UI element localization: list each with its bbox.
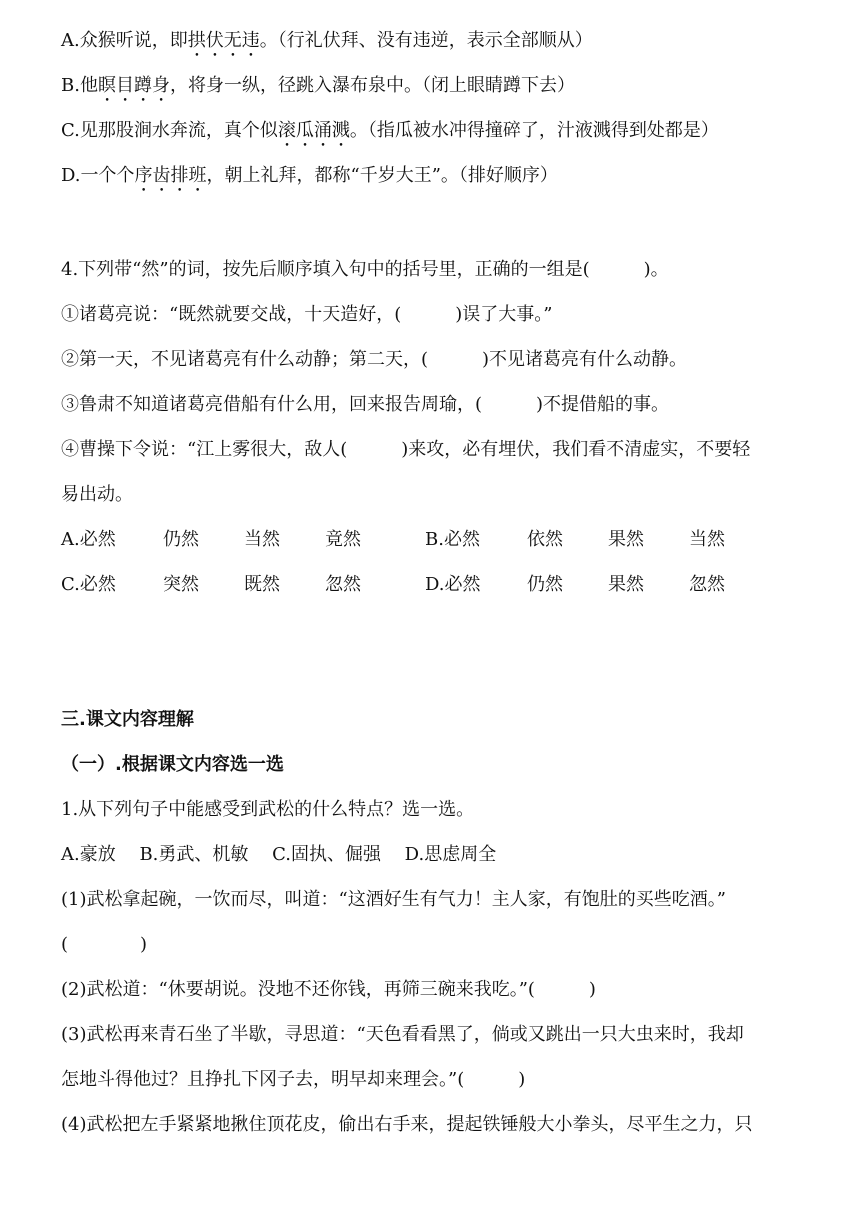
option-word: 依然 — [527, 529, 563, 550]
q4-sentence-1: ①诸葛亮说：“既然就要交战，十天造好，( )误了大事。” — [61, 304, 553, 325]
option-label: A. — [61, 30, 80, 51]
q4-stem: 4.下列带“然”的词，按先后顺序填入句中的括号里，正确的一组是( )。 — [61, 259, 669, 280]
option-gloss: 。（行礼伏拜、没有违逆，表示全部顺从） — [259, 30, 593, 51]
option-b: B.必然 — [425, 529, 480, 550]
option-word: 仍然 — [527, 574, 563, 595]
option-gloss: 。（指瓜被水冲得撞碎了，汁液溅得到处都是） — [349, 120, 719, 141]
option-word: 突然 — [163, 574, 199, 595]
option-text: 众猴听说，即 — [79, 30, 188, 51]
s3-item-3-cont: 怎地斗得他过？且挣扎下冈子去，明早却来理会。”( ) — [61, 1069, 526, 1090]
q4-sentence-3: ③鲁肃不知道诸葛亮借船有什么用，回来报告周瑜，( )不提借船的事。 — [61, 394, 670, 415]
q3-option-b — [61, 74, 575, 106]
option-label: B. — [61, 75, 80, 96]
dotted-phrase: 滚瓜涌溅 — [277, 120, 350, 141]
section-title: 三.课文内容理解 — [61, 709, 194, 730]
q3-option-a — [61, 29, 593, 61]
option-d: D.必然 — [425, 574, 481, 595]
s3-item-3: (3)武松再来青石坐了半歇，寻思道：“天色看看黑了，倘或又跳出一只大虫来时，我却 — [61, 1024, 744, 1045]
option-a: A.必然 — [61, 529, 116, 550]
dotted-phrase: 序齿排班 — [134, 165, 207, 186]
dotted-phrase: 拱伏无违 — [187, 30, 260, 51]
option-word: 当然 — [244, 529, 280, 550]
option-gloss: ，将身一纵，径跳入瀑布泉中。（闭上眼睛蹲下去） — [169, 75, 575, 96]
option-text: 他 — [79, 75, 98, 96]
option-word: 竟然 — [325, 529, 361, 550]
q3-option-d — [61, 164, 558, 196]
option-word: 果然 — [608, 574, 644, 595]
q3-option-c — [61, 119, 719, 151]
s3-item-1: (1)武松拿起碗，一饮而尽，叫道：“这酒好生有气力！主人家，有饱肚的买些吃酒。” — [61, 889, 726, 910]
s3-item-1-blank: ( ) — [61, 934, 148, 955]
option-c: C.必然 — [61, 574, 116, 595]
option-label: C. — [61, 120, 80, 141]
dotted-phrase: 瞑目蹲身 — [97, 75, 170, 96]
option-text: 一个个 — [80, 165, 135, 186]
q4-sentence-4: ④曹操下令说：“江上雾很大，敌人( )来攻，必有埋伏，我们看不清虚实，不要轻 — [61, 439, 751, 460]
s3-question-1: 1.从下列句子中能感受到武松的什么特点？选一选。 — [61, 799, 475, 820]
option-word: 果然 — [608, 529, 644, 550]
option-word: 忽然 — [689, 574, 725, 595]
s3-item-2: (2)武松道：“休要胡说。没地不还你钱，再筛三碗来我吃。”( ) — [61, 979, 596, 1000]
option-label: D. — [61, 165, 81, 186]
option-word: 忽然 — [325, 574, 361, 595]
q4-sentence-4-cont: 易出动。 — [61, 484, 133, 505]
option-text: 见那股涧水奔流，真个似 — [79, 120, 278, 141]
option-word: 当然 — [689, 529, 725, 550]
s3-item-4: (4)武松把左手紧紧地揪住顶花皮，偷出右手来，提起铁锤般大小拳头，尽平生之力，只 — [61, 1114, 753, 1135]
option-word: 仍然 — [163, 529, 199, 550]
q4-sentence-2: ②第一天，不见诸葛亮有什么动静；第二天，( )不见诸葛亮有什么动静。 — [61, 349, 688, 370]
option-word: 既然 — [244, 574, 280, 595]
subsection-title: （一）.根据课文内容选一选 — [61, 754, 284, 775]
option-gloss: ，朝上礼拜，都称“千岁大王”。（排好顺序） — [206, 165, 558, 186]
s3-choices: A.豪放 B.勇武、机敏 C.固执、倔强 D.思虑周全 — [61, 844, 497, 865]
